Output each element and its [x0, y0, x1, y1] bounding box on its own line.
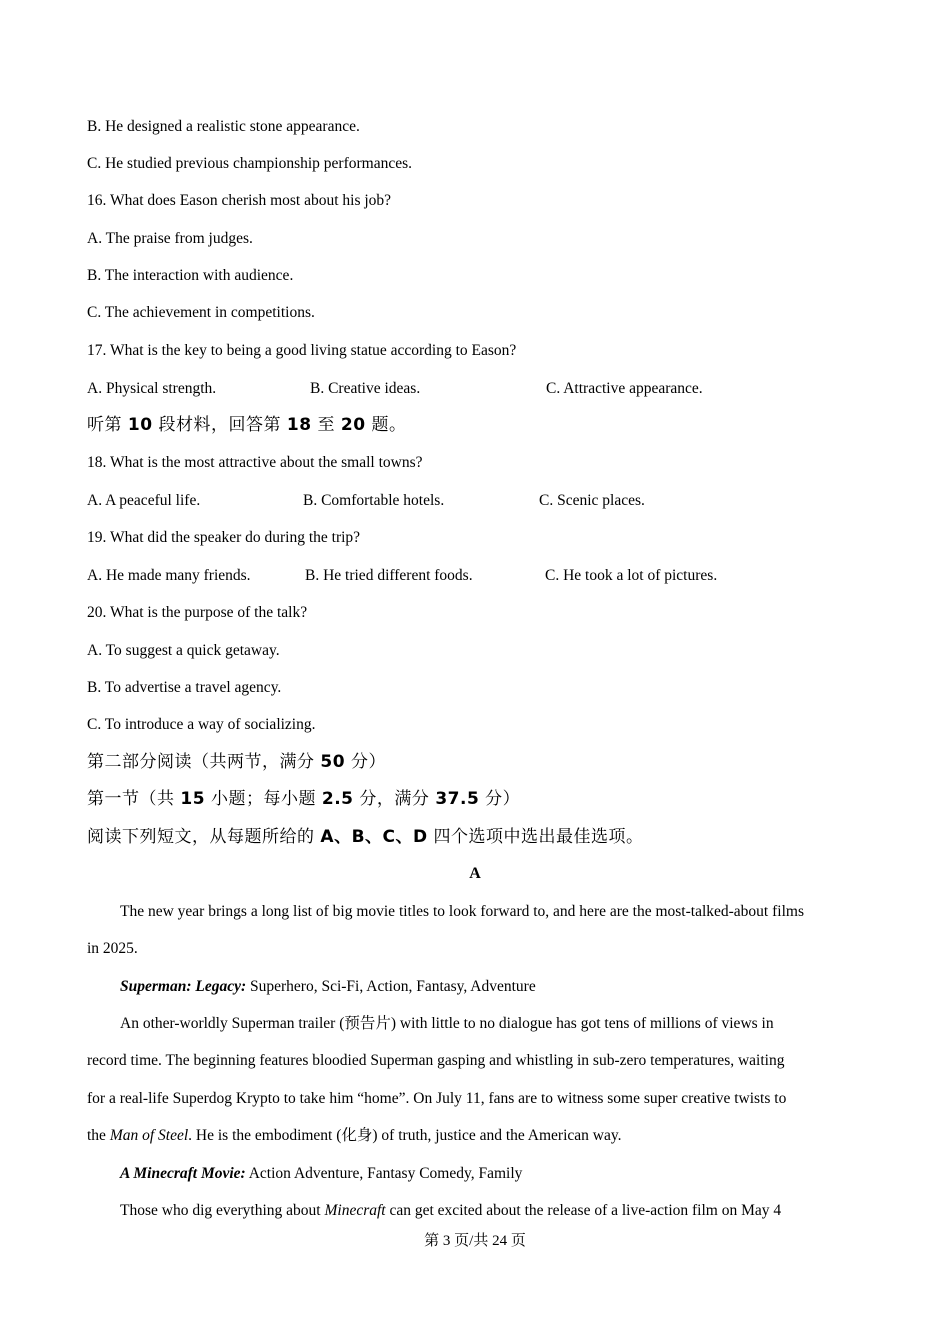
- q20-stem: 20. What is the purpose of the talk?: [87, 604, 308, 621]
- passage-intro-line-1: The new year brings a long list of big movie titles to look forward to, and here are the most-talked-about films: [120, 903, 804, 920]
- reading-instruction: 阅读下列短文，从每题所给的 A、B、C、D 四个选项中选出最佳选项。: [87, 827, 644, 847]
- q19-stem: 19. What did the speaker do during the trip?: [87, 529, 361, 546]
- q17-option-c: C. Attractive appearance.: [546, 380, 703, 397]
- film-1-line-2: record time. The beginning features bloodied Superman gasping and whistling in sub-zero temperatures, waiting: [87, 1052, 785, 1069]
- film-1-line-3: for a real-life Superdog Krypto to take him “home”. On July 11, fans are to witness some super creative twists to: [87, 1090, 787, 1107]
- passage-title: A: [469, 865, 481, 882]
- q19-option-c: C. He took a lot of pictures.: [545, 567, 718, 584]
- film-2-line-1: Those who dig everything about Minecraft can get excited about the release of a live-action film on May 4: [120, 1202, 782, 1219]
- q18-option-b: B. Comfortable hotels.: [303, 492, 445, 509]
- q18-stem: 18. What is the most attractive about the small towns?: [87, 454, 423, 471]
- q16-option-b: B. The interaction with audience.: [87, 267, 294, 284]
- q20-option-c: C. To introduce a way of socializing.: [87, 716, 316, 733]
- q16-option-a: A. The praise from judges.: [87, 230, 253, 247]
- section-1-heading: 第一节（共 15 小题；每小题 2.5 分，满分 37.5 分）: [87, 789, 521, 809]
- q19-option-b: B. He tried different foods.: [305, 567, 473, 584]
- page-footer: 第 3 页/共 24 页: [424, 1233, 526, 1249]
- q17-option-a: A. Physical strength.: [87, 380, 217, 397]
- q17-option-b: B. Creative ideas.: [310, 380, 421, 397]
- part-2-heading: 第二部分阅读（共两节，满分 50 分）: [87, 752, 386, 772]
- section-10-instruction: 听第 10 段材料，回答第 18 至 20 题。: [87, 415, 407, 435]
- film-1-heading: Superman: Legacy: Superhero, Sci-Fi, Action, Fantasy, Adventure: [120, 978, 536, 995]
- q15-option-b: B. He designed a realistic stone appearance.: [87, 118, 360, 135]
- q20-option-a: A. To suggest a quick getaway.: [87, 642, 280, 659]
- q16-option-c: C. The achievement in competitions.: [87, 304, 315, 321]
- q18-option-c: C. Scenic places.: [539, 492, 645, 509]
- q17-stem: 17. What is the key to being a good living statue according to Eason?: [87, 342, 517, 359]
- film-1-line-4: the Man of Steel. He is the embodiment (化身) of truth, justice and the American way.: [87, 1127, 622, 1144]
- q20-option-b: B. To advertise a travel agency.: [87, 679, 282, 696]
- q18-option-a: A. A peaceful life.: [87, 492, 201, 509]
- film-1-line-1: An other-worldly Superman trailer (预告片) with little to no dialogue has got tens of millions of views in: [120, 1015, 774, 1032]
- q16-stem: 16. What does Eason cherish most about his job?: [87, 192, 392, 209]
- film-2-heading: A Minecraft Movie: Action Adventure, Fantasy Comedy, Family: [120, 1165, 523, 1182]
- q19-option-a: A. He made many friends.: [87, 567, 251, 584]
- passage-intro-line-2: in 2025.: [87, 940, 138, 957]
- q15-option-c: C. He studied previous championship performances.: [87, 155, 412, 172]
